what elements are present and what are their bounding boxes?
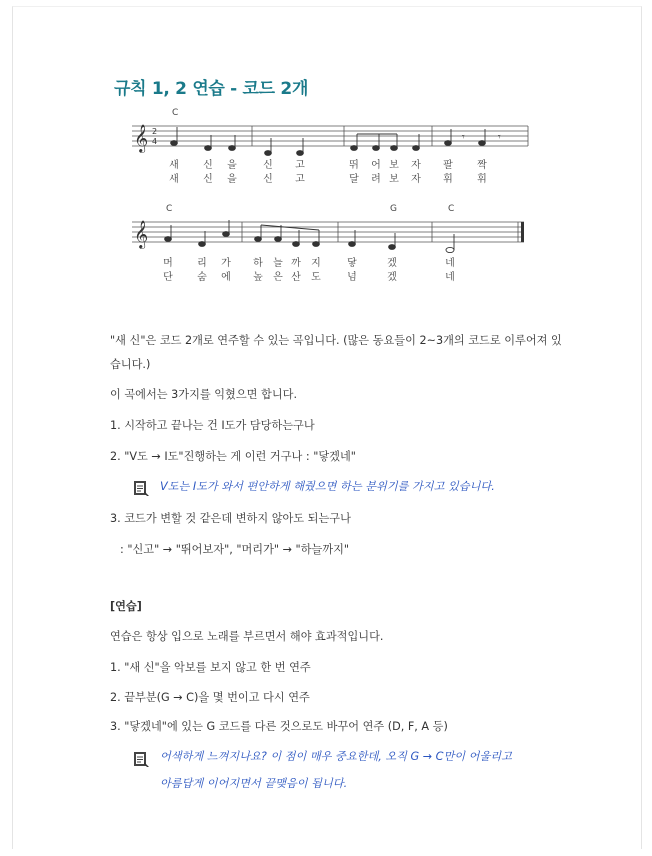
lyric-syllable: 은 [273,272,283,283]
svg-text:𝄾: 𝄾 [462,132,465,143]
chord-label: G [390,204,397,214]
lyric-syllable: 겠 [387,272,397,283]
lyrics-row-2a [132,254,532,268]
lyric-syllable: 신 [263,160,273,171]
practice-2: 2. 끝부분(G → C)을 몇 번이고 다시 연주 [110,691,310,704]
chord-label: C [172,108,179,118]
svg-text:𝄞: 𝄞 [134,220,149,248]
lyric-syllable: 뛰 [349,160,359,171]
lyric-syllable: 네 [445,272,455,283]
lyric-syllable: 산 [291,272,301,283]
lyric-syllable: 려 [371,174,381,185]
lyric-syllable: 하 [253,258,263,269]
tip-note-2-line-2: 아름답게 이어지면서 끝맺음이 됩니다. [160,777,348,790]
lyric-syllable: 넘 [347,272,357,283]
point-1: 1. 시작하고 끝나는 건 I도가 담당하는구나 [110,419,315,432]
lyric-syllable: 도 [311,272,321,283]
lyric-syllable: 에 [221,272,231,283]
practice-heading: [연습] [110,600,142,613]
lyric-syllable: 겠 [387,258,397,269]
lyric-syllable: 숨 [197,272,207,283]
lyric-syllable: 신 [203,160,213,171]
practice-1: 1. "새 신"을 악보를 보지 않고 한 번 연주 [110,661,311,674]
svg-text:2: 2 [152,127,158,136]
lyric-syllable: 휘 [443,174,453,185]
lyric-syllable: 지 [311,258,321,269]
lyric-syllable: 리 [197,258,207,269]
lyric-syllable: 고 [295,174,305,185]
lyric-syllable: 을 [227,174,237,185]
lyrics-row-2b [132,268,532,282]
point-2: 2. "V도 → I도"진행하는 게 이런 거구나 : "닿겠네" [110,450,356,463]
lyric-syllable: 팔 [443,160,453,171]
lyric-syllable: 보 [389,174,399,185]
lyric-syllable: 달 [349,174,359,185]
lyric-syllable: 네 [445,258,455,269]
chord-label: C [448,204,455,214]
lyric-syllable: 고 [295,160,305,171]
lyric-syllable: 신 [203,174,213,185]
lyric-syllable: 늘 [273,258,283,269]
point-3: 3. 코드가 변할 것 같은데 변하지 않아도 되는구나 [110,512,351,525]
lyric-syllable: 닿 [347,258,357,269]
practice-3: 3. "닿겠네"에 있는 G 코드를 다른 것으로도 바꾸어 연주 (D, F, A 등) [110,720,448,733]
score-staff-2 [132,204,532,290]
lyric-syllable: 신 [263,174,273,185]
intro-paragraph: "새 신"은 코드 2개로 연주할 수 있는 곡입니다. (많은 동요들이 2~3개의 코드로 이루어져 있습니다.) [110,334,562,371]
svg-text:𝄾: 𝄾 [498,132,501,143]
lyric-syllable: 자 [411,160,421,171]
lyric-syllable: 보 [389,160,399,171]
tip-note-2-line-1: 어색하게 느껴지나요? 이 점이 매우 중요한데, 오직 G → C만이 어울리고 [160,750,512,763]
lyrics-row-1b [132,170,532,184]
lyric-syllable: 어 [371,160,381,171]
practice-intro: 연습은 항상 입으로 노래를 부르면서 해야 효과적입니다. [110,630,384,643]
memo-icon [132,750,150,768]
svg-text:4: 4 [152,137,158,146]
svg-text:𝄞: 𝄞 [134,124,149,152]
lyrics-row-1a [132,156,532,170]
score-staff-1 [132,108,532,188]
tip-note-1: V도는 I도가 와서 편안하게 해줬으면 하는 분위기를 가지고 있습니다. [160,480,495,493]
lyric-syllable: 새 [169,174,179,185]
lyric-syllable: 단 [163,272,173,283]
lyric-syllable: 자 [411,174,421,185]
chord-label: C [166,204,173,214]
memo-icon [132,479,150,497]
lyric-syllable: 가 [221,258,231,269]
lyric-syllable: 짝 [477,160,487,171]
lyric-syllable: 을 [227,160,237,171]
point-3-example: : "신고" → "뛰어보자", "머리가" → "하늘까지" [120,543,350,556]
page-title: 규칙 1, 2 연습 - 코드 2개 [114,79,309,99]
lyric-syllable: 휘 [477,174,487,185]
intro-line-2: 이 곡에서는 3가지를 익혔으면 합니다. [110,388,298,401]
lyric-syllable: 높 [253,272,263,283]
lyric-syllable: 새 [169,160,179,171]
lyric-syllable: 머 [163,258,173,269]
lyric-syllable: 까 [291,258,301,269]
